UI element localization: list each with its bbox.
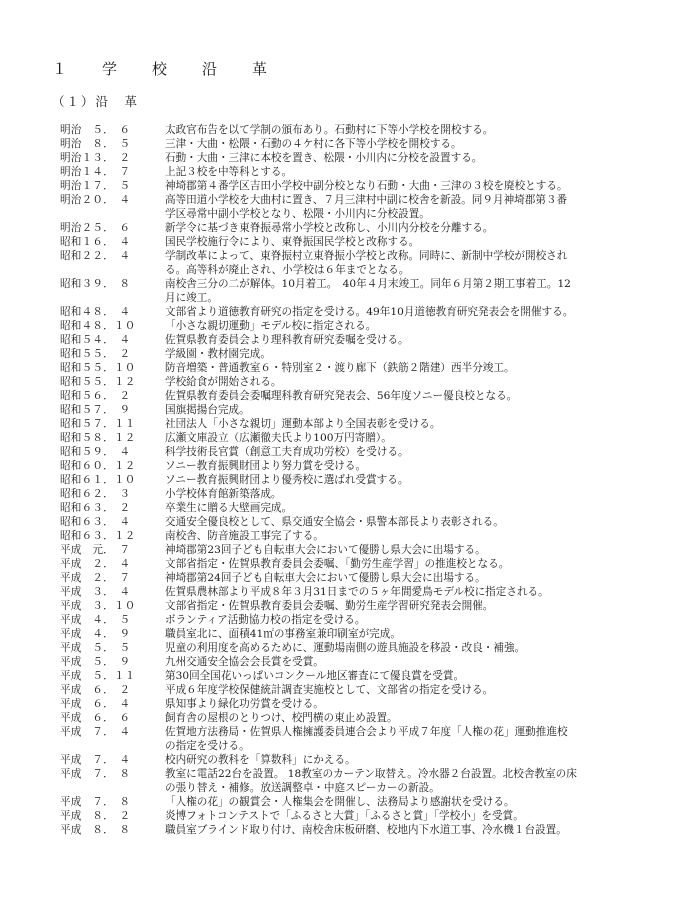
entry-text: 新学令に基づき東脊振尋常小学校と改称し、小川内分校を分離する。 <box>165 222 494 234</box>
entry-date: 平成 ３．１０ <box>60 600 136 612</box>
entry-date: 明治１４． ７ <box>60 166 131 178</box>
timeline-entry <box>60 473 635 487</box>
entry-date: 昭和５５． ２ <box>60 348 131 360</box>
entry-text: 上記３校を中等科とする。 <box>165 166 293 178</box>
timeline-entry <box>60 431 635 445</box>
section-subtitle: （１）沿 革 <box>52 94 140 109</box>
entry-date: 平成 ３． ４ <box>60 586 131 598</box>
entry-text: ボランティア活動協力校の指定を受ける。 <box>165 614 366 626</box>
entry-date: 昭和６１．１０ <box>60 474 136 486</box>
entry-date: 昭和６３． ４ <box>60 516 131 528</box>
entry-date: 明治 ５． ６ <box>60 124 131 136</box>
entry-date: 平成 ５． ５ <box>60 642 131 654</box>
timeline-entry <box>60 305 635 319</box>
entry-date: 明治 ８． ５ <box>60 138 131 150</box>
entry-date: 平成 ６． ６ <box>60 712 131 724</box>
entry-text: 九州交通安全協会会長賞を受賞。 <box>165 656 324 668</box>
timeline-entry <box>60 333 635 347</box>
timeline-entry <box>60 795 635 809</box>
entry-date: 明治２０． ４ <box>60 194 131 206</box>
entry-text: 交通安全優良校として、県交通安全協会・県警本部長より表彰される。 <box>165 516 504 528</box>
entry-text: 南校舎、防音施設工事完了する。 <box>165 530 324 542</box>
entry-text: 児童の利用度を高めるために、運動場南側の遊具施設を移設・改良・補強。 <box>165 642 526 654</box>
timeline-entry <box>60 445 635 459</box>
entry-text: 飼育舎の屋根のとりつけ、校門横の東止め設置。 <box>165 712 398 724</box>
entry-text: 卒業生に贈る大壁画完成。 <box>165 502 293 514</box>
entry-date: 平成 ８． ２ <box>60 810 131 822</box>
entry-date: 平成 ２． ７ <box>60 572 131 584</box>
timeline-entry <box>60 221 635 235</box>
entry-date: 昭和２２． ４ <box>60 250 131 262</box>
entry-date: 平成 ５． ９ <box>60 656 131 668</box>
entry-date: 平成 ８． ８ <box>60 824 131 836</box>
entry-text: 職員室ブラインド取り付け、南校舎床板研磨、校地内下水道工事、冷水機１台設置。 <box>165 824 567 836</box>
entry-text: 平成６年度学校保健統計調査実施校として、文部省の指定を受ける。 <box>165 684 494 696</box>
timeline-entry <box>60 585 635 599</box>
timeline-entry <box>60 641 635 655</box>
timeline-entry <box>60 193 635 221</box>
entry-date: 明治２５． ６ <box>60 222 131 234</box>
entry-text: 神埼郡第23回子ども自転車大会において優勝し県大会に出場する。 <box>165 544 486 556</box>
entry-date: 明治１３． ２ <box>60 152 131 164</box>
entry-date: 昭和６０．１２ <box>60 460 136 472</box>
entry-text: 高等田道小学校を大曲村に置き、７月三津村中副に校舎を新設。同９月神埼郡第３番 学区尋常中副小学校となり、松隈・小川内に分校設置。 <box>165 194 568 220</box>
entry-text: 三津・大曲・松隈・石動の４ケ村に各下等小学校を開校する。 <box>165 138 462 150</box>
entry-text: 文部省指定・佐賀県教育委員会委嘱、勤労生産学習研究発表会開催。 <box>165 600 494 612</box>
timeline-entry <box>60 235 635 249</box>
entry-date: 明治１７． ５ <box>60 180 131 192</box>
timeline-entry <box>60 627 635 641</box>
entry-text: 科学技術長官賞（創意工夫育成功労校）を受ける。 <box>165 446 409 458</box>
timeline-entry <box>60 515 635 529</box>
entry-date: 昭和５８．１２ <box>60 432 136 444</box>
timeline-entry <box>60 165 635 179</box>
timeline-entry <box>60 529 635 543</box>
entry-text: 南校舎三分の二が解体。10月着工。 40年４月末竣工。同年６月第２期工事着工。12 月に竣工。 <box>165 278 571 304</box>
timeline-entry <box>60 669 635 683</box>
entry-date: 昭和５９． ４ <box>60 446 131 458</box>
timeline-entry <box>60 501 635 515</box>
entry-date: 昭和４８． ４ <box>60 306 131 318</box>
entry-date: 平成 ７． ４ <box>60 726 131 738</box>
entry-text: 佐賀地方法務局・佐賀県人権擁護委員連合会より平成７年度「人権の花」運動推進校 の指定を受ける。 <box>165 726 568 752</box>
entry-date: 昭和３９． ８ <box>60 278 131 290</box>
timeline-entry <box>60 375 635 389</box>
entry-text: 社団法人「小さな親切」運動本部より全国表彰を受ける。 <box>165 418 441 430</box>
timeline-entry <box>60 809 635 823</box>
entry-text: 炎博フォトコンテストで「ふるさと大賞」「ふるさと賞」「学校小」を受賞。 <box>165 810 524 822</box>
entry-date: 昭和１６． ４ <box>60 236 131 248</box>
timeline-entry <box>60 389 635 403</box>
timeline-entry <box>60 137 635 151</box>
entry-text: 佐賀県教育委員会委嘱理科教育研究発表会、56年度ソニー優良校となる。 <box>165 390 518 402</box>
entry-text: 佐賀県教育委員会より理科教育研究委嘱を受ける。 <box>165 334 409 346</box>
timeline-entry <box>60 403 635 417</box>
entry-text: 神埼郡第24回子ども自転車大会において優勝し県大会に出場する。 <box>165 572 486 584</box>
timeline-entry <box>60 543 635 557</box>
entry-text: 「小さな親切運動」モデル校に指定される。 <box>165 320 377 332</box>
entry-text: 学制改革によって、東脊振村立東脊振小学校と改称。同時に、新制中学校が開校され る。高等科が廃止され、小学校は６年までとなる。 <box>165 250 568 276</box>
entry-text: 第30回全国花いっぱいコンクール地区審査にて優良賞を受賞。 <box>165 670 465 682</box>
page-title: １ 学 校 沿 革 <box>52 60 278 78</box>
entry-date: 平成 ４． ５ <box>60 614 131 626</box>
entry-text: 広瀬文庫設立（広瀬徹夫氏より100万円寄贈）。 <box>165 432 392 444</box>
entry-text: 職員室北に、面積41㎡の事務室兼印刷室が完成。 <box>165 628 401 640</box>
entry-date: 平成 ４． ９ <box>60 628 131 640</box>
entry-text: 学級園・教材園完成。 <box>165 348 271 360</box>
entry-date: 平成 ７． ４ <box>60 754 131 766</box>
timeline-entry <box>60 725 635 753</box>
timeline-entry <box>60 361 635 375</box>
timeline-entry <box>60 487 635 501</box>
timeline-entry <box>60 151 635 165</box>
timeline-entry <box>60 347 635 361</box>
entry-text: 国旗掲揚台完成。 <box>165 404 250 416</box>
entry-date: 昭和５６． ２ <box>60 390 131 402</box>
entry-text: 教室に電話22台を設置。 18教室のカーテン取替え。冷水器２台設置。北校舎教室の床 の張り替え・補修。放送調整卓・中庭スピーカーの新設。 <box>165 768 577 794</box>
timeline-entry <box>60 459 635 473</box>
timeline-entry <box>60 711 635 725</box>
entry-text: 太政官布告を以て学制の頒布あり。石動村に下等小学校を開校する。 <box>165 124 494 136</box>
entry-date: 平成 ５．１１ <box>60 670 136 682</box>
entry-date: 昭和６３．１２ <box>60 530 136 542</box>
entry-date: 昭和５５．１０ <box>60 362 136 374</box>
entry-text: 小学校体育館新築落成。 <box>165 488 282 500</box>
entry-date: 平成 ７． ８ <box>60 768 131 780</box>
entry-text: ソニー教育振興財団より優秀校に選ばれ受賞する。 <box>165 474 409 486</box>
entry-text: ソニー教育振興財団より努力賞を受ける。 <box>165 460 367 472</box>
entry-text: 校内研究の教科を「算数科」にかえる。 <box>165 754 356 766</box>
timeline-entry <box>60 599 635 613</box>
timeline-entry <box>60 697 635 711</box>
entry-date: 昭和４８．１０ <box>60 320 136 332</box>
entry-text: 佐賀県農林部より平成８年３月31日までの５ヶ年間愛鳥モデル校に指定される。 <box>165 586 549 598</box>
entry-date: 平成 元． ７ <box>60 544 131 556</box>
timeline-entry <box>60 417 635 431</box>
entry-date: 昭和６３． ２ <box>60 502 131 514</box>
entry-date: 昭和６２． ３ <box>60 488 131 500</box>
entry-text: 「人権の花」の観賞会・人権集会を開催し、法務局より感謝状を受ける。 <box>165 796 515 808</box>
entry-text: 学校給食が開始される。 <box>165 376 282 388</box>
entry-date: 昭和５４． ４ <box>60 334 131 346</box>
entry-text: 国民学校施行令により、東脊振国民学校と改称する。 <box>165 236 420 248</box>
timeline-entry <box>60 683 635 697</box>
timeline-entry <box>60 123 635 137</box>
entry-text: 文部省指定・佐賀県教育委員会委嘱、「勤労生産学習」の推進校となる。 <box>165 558 510 570</box>
entry-date: 平成 ２． ４ <box>60 558 131 570</box>
timeline-entry <box>60 823 635 837</box>
entry-date: 昭和５５．１２ <box>60 376 136 388</box>
entry-text: 防音増築・普通教室６・特別室２・渡り廊下（鉄筋２階建）西半分竣工。 <box>165 362 515 374</box>
timeline-entry <box>60 179 635 193</box>
entry-date: 平成 ６． ２ <box>60 684 131 696</box>
timeline-entry <box>60 753 635 767</box>
timeline-entry <box>60 571 635 585</box>
entry-text: 文部省より道徳教育研究の指定を受ける。49年10月道徳教育研究発表会を開催する。 <box>165 306 574 318</box>
timeline-entry <box>60 249 635 277</box>
entry-date: 昭和５７． ９ <box>60 404 131 416</box>
timeline-entry <box>60 277 635 305</box>
entry-text: 県知事より緑化功労賞を受ける。 <box>165 698 324 710</box>
entry-text: 神埼郡第４番学区吉田小学校中副分校となり石動・大曲・三津の３校を廃校とする。 <box>165 180 568 192</box>
entry-date: 昭和５７．１１ <box>60 418 136 430</box>
entry-date: 平成 ７． ８ <box>60 796 131 808</box>
timeline-entry <box>60 613 635 627</box>
timeline-entry <box>60 557 635 571</box>
history-timeline <box>60 123 635 837</box>
timeline-entry <box>60 767 635 795</box>
timeline-entry <box>60 319 635 333</box>
entry-date: 平成 ６． ４ <box>60 698 131 710</box>
entry-text: 石動・大曲・三津に本校を置き、松隈・小川内に分校を設置する。 <box>165 152 483 164</box>
timeline-entry <box>60 655 635 669</box>
